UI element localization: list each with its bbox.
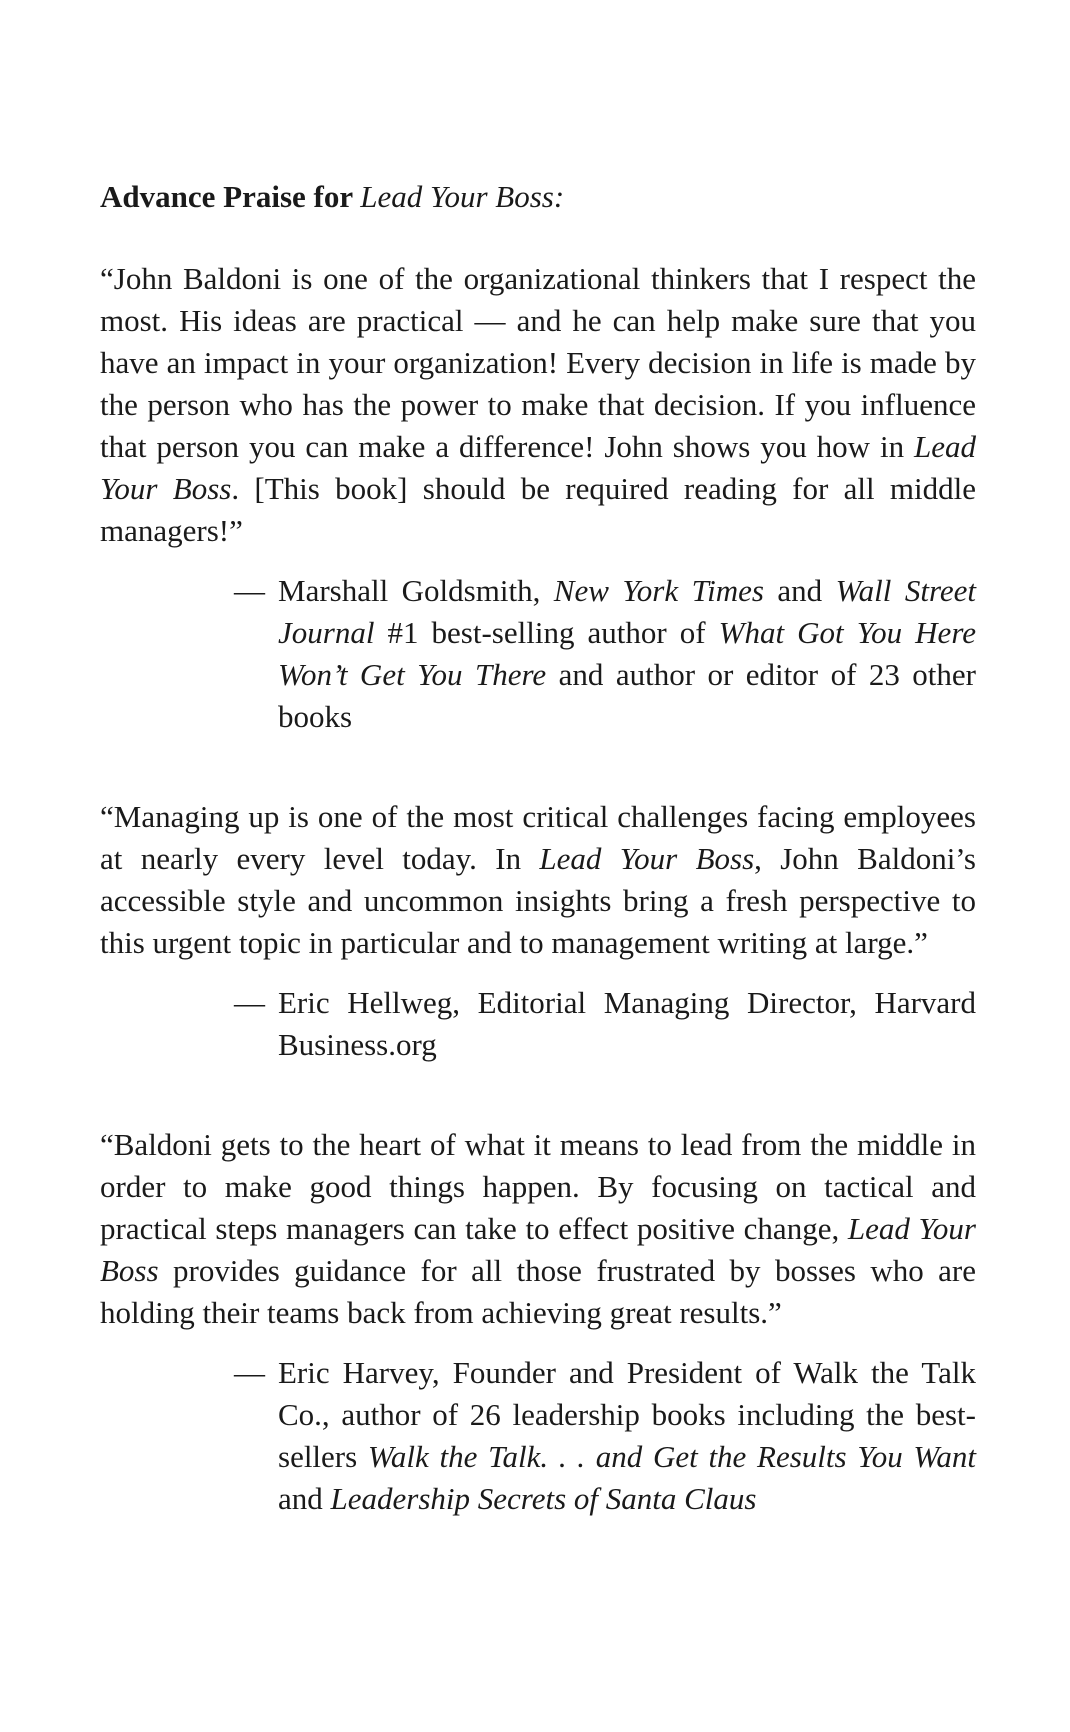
attribution-run: #1 best-selling author of xyxy=(374,615,719,650)
praise-block xyxy=(100,258,976,738)
attribution-dash: — xyxy=(234,573,265,608)
quote-run: Lead Your Boss xyxy=(100,1211,976,1288)
quote-run: “Managing up is one of the most critical challenges facing employees at nearly every level today. In xyxy=(100,799,976,876)
attribution-run: What Got You Here Won’t Get You There xyxy=(278,615,976,692)
attribution-run: and author or editor of 23 other books xyxy=(278,657,976,734)
quote-run: Lead Your Boss xyxy=(539,841,755,876)
attribution-run: Marshall Goldsmith, xyxy=(278,573,554,608)
quote-run: Lead Your Boss xyxy=(100,429,976,506)
praise-quote xyxy=(100,1124,976,1334)
quote-run: “Baldoni gets to the heart of what it means to lead from the middle in order to make good things happen. By focusing on tactical and practical steps managers can take to effect positive change, xyxy=(100,1127,976,1246)
attribution-dash: — xyxy=(234,985,265,1020)
heading-prefix: Advance Praise for xyxy=(100,179,361,214)
praise-quote xyxy=(100,796,976,964)
praise-block xyxy=(100,796,976,1066)
praise-page xyxy=(100,176,976,1578)
praise-block xyxy=(100,1124,976,1520)
heading-book-title: Lead Your Boss: xyxy=(360,179,565,214)
praise-attribution xyxy=(100,982,976,1066)
quote-run: . [This book] should be required reading for all middle managers!” xyxy=(100,471,976,548)
praise-attribution xyxy=(100,1352,976,1520)
attribution-run: Leadership Secrets of Santa Claus xyxy=(330,1481,757,1516)
praise-quote xyxy=(100,258,976,552)
quote-run: provides guidance for all those frustrated by bosses who are holding their teams back from achieving great results.” xyxy=(100,1253,976,1330)
attribution-run: Eric Harvey, Founder and President of Walk the Talk Co., author of 26 leadership books including the best-sellers xyxy=(278,1355,976,1474)
page-heading xyxy=(100,176,976,218)
attribution-run: Eric Hellweg, Editorial Managing Director, Harvard Business.org xyxy=(278,985,976,1062)
quote-run: “John Baldoni is one of the organizational thinkers that I respect the most. His ideas are practical — and he can help make sure that you have an impact in your organization! Every decision in life is made by the person who has the power to make that decision. If you influence that person you can make a difference! John shows you how in xyxy=(100,261,976,464)
quote-run: , John Baldoni’s accessible style and uncommon insights bring a fresh perspective to this urgent topic in particular and to management writing at large.” xyxy=(100,841,976,960)
attribution-run: New York Times xyxy=(553,573,764,608)
attribution-run: Wall Street Journal xyxy=(278,573,976,650)
attribution-run: Walk the Talk. . . and Get the Results You Want xyxy=(367,1439,976,1474)
attribution-run: and xyxy=(278,1481,331,1516)
attribution-dash: — xyxy=(234,1355,265,1390)
praise-attribution xyxy=(100,570,976,738)
attribution-run: and xyxy=(763,573,836,608)
